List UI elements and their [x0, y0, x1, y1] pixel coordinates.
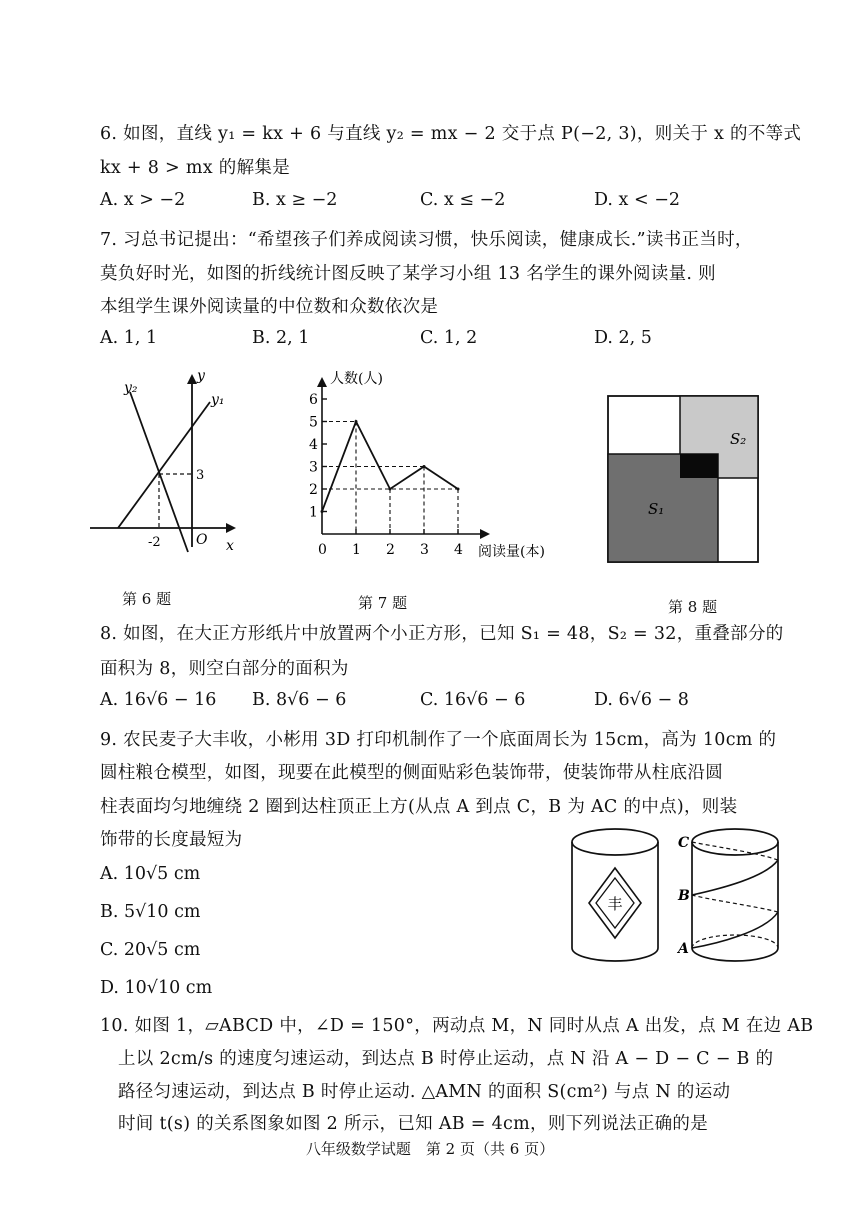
- q8-option-a: A. 16√6 − 16: [100, 690, 217, 710]
- data-point: [321, 510, 324, 513]
- label-b: B: [678, 888, 690, 904]
- q8-option-d: D. 6√6 − 8: [594, 690, 689, 710]
- y-tick-label: 2: [309, 482, 318, 498]
- label-x: x: [226, 538, 234, 554]
- q8-caption: 第 8 题: [668, 598, 718, 616]
- chart-y-arrow-icon: [317, 377, 327, 387]
- q9-line2: 圆柱粮仓模型，如图，现要在此模型的侧面贴彩色装饰带，使装饰带从柱底沿圆: [100, 763, 723, 783]
- y-tick-label: 5: [309, 414, 318, 431]
- q9-option-a: A. 10√5 cm: [100, 864, 201, 884]
- y-axis-label: 人数(人): [330, 371, 383, 387]
- q8-option-b: B. 8√6 − 6: [252, 690, 347, 710]
- label-y2: y₂: [124, 380, 138, 396]
- y-tick-label: 6: [309, 392, 318, 408]
- q10-line3: 路径匀速运动，到达点 B 时停止运动. △AMN 的面积 S(cm²) 与点 N 的运动: [118, 1082, 731, 1102]
- q7-line2: 莫负好时光，如图的折线统计图反映了某学习小组 13 名学生的课外阅读量. 则: [100, 264, 716, 284]
- x-tick-label: 1: [352, 542, 361, 558]
- q10-line2: 上以 2cm/s 的速度匀速运动，到达点 B 时停止运动，点 N 沿 A − D − C − B 的: [118, 1049, 774, 1069]
- q7-line1: 7. 习总书记提出：“希望孩子们养成阅读习惯，快乐阅读，健康成长.”读书正当时，: [100, 230, 753, 250]
- q7-option-a: A. 1, 1: [100, 328, 158, 348]
- y-tick-label: 3: [309, 459, 318, 476]
- label-s2: S₂: [730, 430, 747, 448]
- q8-option-c: C. 16√6 − 6: [420, 690, 526, 710]
- helix-front-1: [692, 912, 778, 948]
- label-s1: S₁: [648, 500, 665, 518]
- y-axis-arrow-icon: [187, 374, 197, 384]
- q6-figure: [80, 362, 260, 562]
- x-tick-label: 0: [318, 542, 327, 558]
- label-3: 3: [196, 468, 205, 483]
- q8-figure: [600, 388, 760, 564]
- x-tick-label: 4: [454, 542, 463, 558]
- page-footer: 八年级数学试题 第 2 页（共 6 页）: [305, 1140, 555, 1158]
- q6-option-b: B. x ≥ −2: [252, 190, 338, 210]
- q7-line-chart: [300, 362, 570, 572]
- label-y1: y₁: [211, 392, 225, 408]
- q9-line3: 柱表面均匀地缠绕 2 圈到达柱顶正上方(从点 A 到点 C，B 为 AC 的中点)，则装: [100, 797, 738, 817]
- q7-caption: 第 7 题: [358, 594, 408, 612]
- label-neg2: -2: [148, 535, 161, 550]
- x-axis-arrow-icon: [226, 523, 236, 533]
- label-origin: O: [196, 532, 208, 548]
- q7-option-d: D. 2, 5: [594, 328, 652, 348]
- data-point: [355, 420, 358, 423]
- feng-glyph: 丰: [607, 895, 623, 913]
- q7-line3: 本组学生课外阅读量的中位数和众数依次是: [100, 297, 439, 317]
- q7-option-b: B. 2, 1: [252, 328, 310, 348]
- q7-option-c: C. 1, 2: [420, 328, 478, 348]
- q6-option-d: D. x < −2: [594, 190, 680, 210]
- q6-option-c: C. x ≤ −2: [420, 190, 506, 210]
- cylinder-right: [692, 829, 778, 961]
- q8-line2: 面积为 8，则空白部分的面积为: [100, 659, 349, 679]
- q9-option-b: B. 5√10 cm: [100, 902, 201, 922]
- q10-line4: 时间 t(s) 的关系图象如图 2 所示，已知 AB = 4cm，则下列说法正确的是: [118, 1114, 709, 1134]
- q9-option-c: C. 20√5 cm: [100, 940, 201, 960]
- q6-line1: 6. 如图，直线 y₁ = kx + 6 与直线 y₂ = mx − 2 交于点 P(−2, 3)，则关于 x 的不等式: [100, 124, 802, 144]
- q9-line1: 9. 农民麦子大丰收，小彬用 3D 打印机制作了一个底面周长为 15cm，高为 10cm 的: [100, 730, 777, 750]
- q6-option-a: A. x > −2: [100, 190, 186, 210]
- x-tick-label: 2: [386, 542, 395, 558]
- q9-option-d: D. 10√10 cm: [100, 978, 213, 998]
- data-point: [389, 488, 392, 491]
- q10-line1: 10. 如图 1，▱ABCD 中，∠D = 150°，两动点 M，N 同时从点 A 出发，点 M 在边 AB: [100, 1016, 814, 1036]
- label-y: y: [197, 368, 205, 384]
- overlap-region: [680, 454, 718, 478]
- helix-back-1: [692, 895, 778, 912]
- line-y1: [118, 402, 210, 528]
- q9-line4: 饰带的长度最短为: [100, 830, 243, 850]
- data-point: [457, 488, 460, 491]
- y-tick-label: 1: [309, 504, 318, 521]
- q6-line2: kx + 8 > mx 的解集是: [100, 158, 291, 178]
- x-tick-label: 3: [420, 542, 429, 558]
- label-c: C: [678, 835, 690, 851]
- chart-x-arrow-icon: [480, 529, 490, 539]
- q6-caption: 第 6 题: [122, 590, 172, 608]
- q9-figure: [565, 820, 795, 980]
- label-a: A: [678, 941, 689, 957]
- q8-line1: 8. 如图，在大正方形纸片中放置两个小正方形，已知 S₁ = 48，S₂ = 32，重叠部分的: [100, 624, 784, 644]
- x-axis-label: 阅读量(本): [478, 544, 545, 560]
- data-point: [423, 465, 426, 468]
- y-tick-label: 4: [309, 437, 318, 453]
- helix-front-2: [692, 860, 778, 895]
